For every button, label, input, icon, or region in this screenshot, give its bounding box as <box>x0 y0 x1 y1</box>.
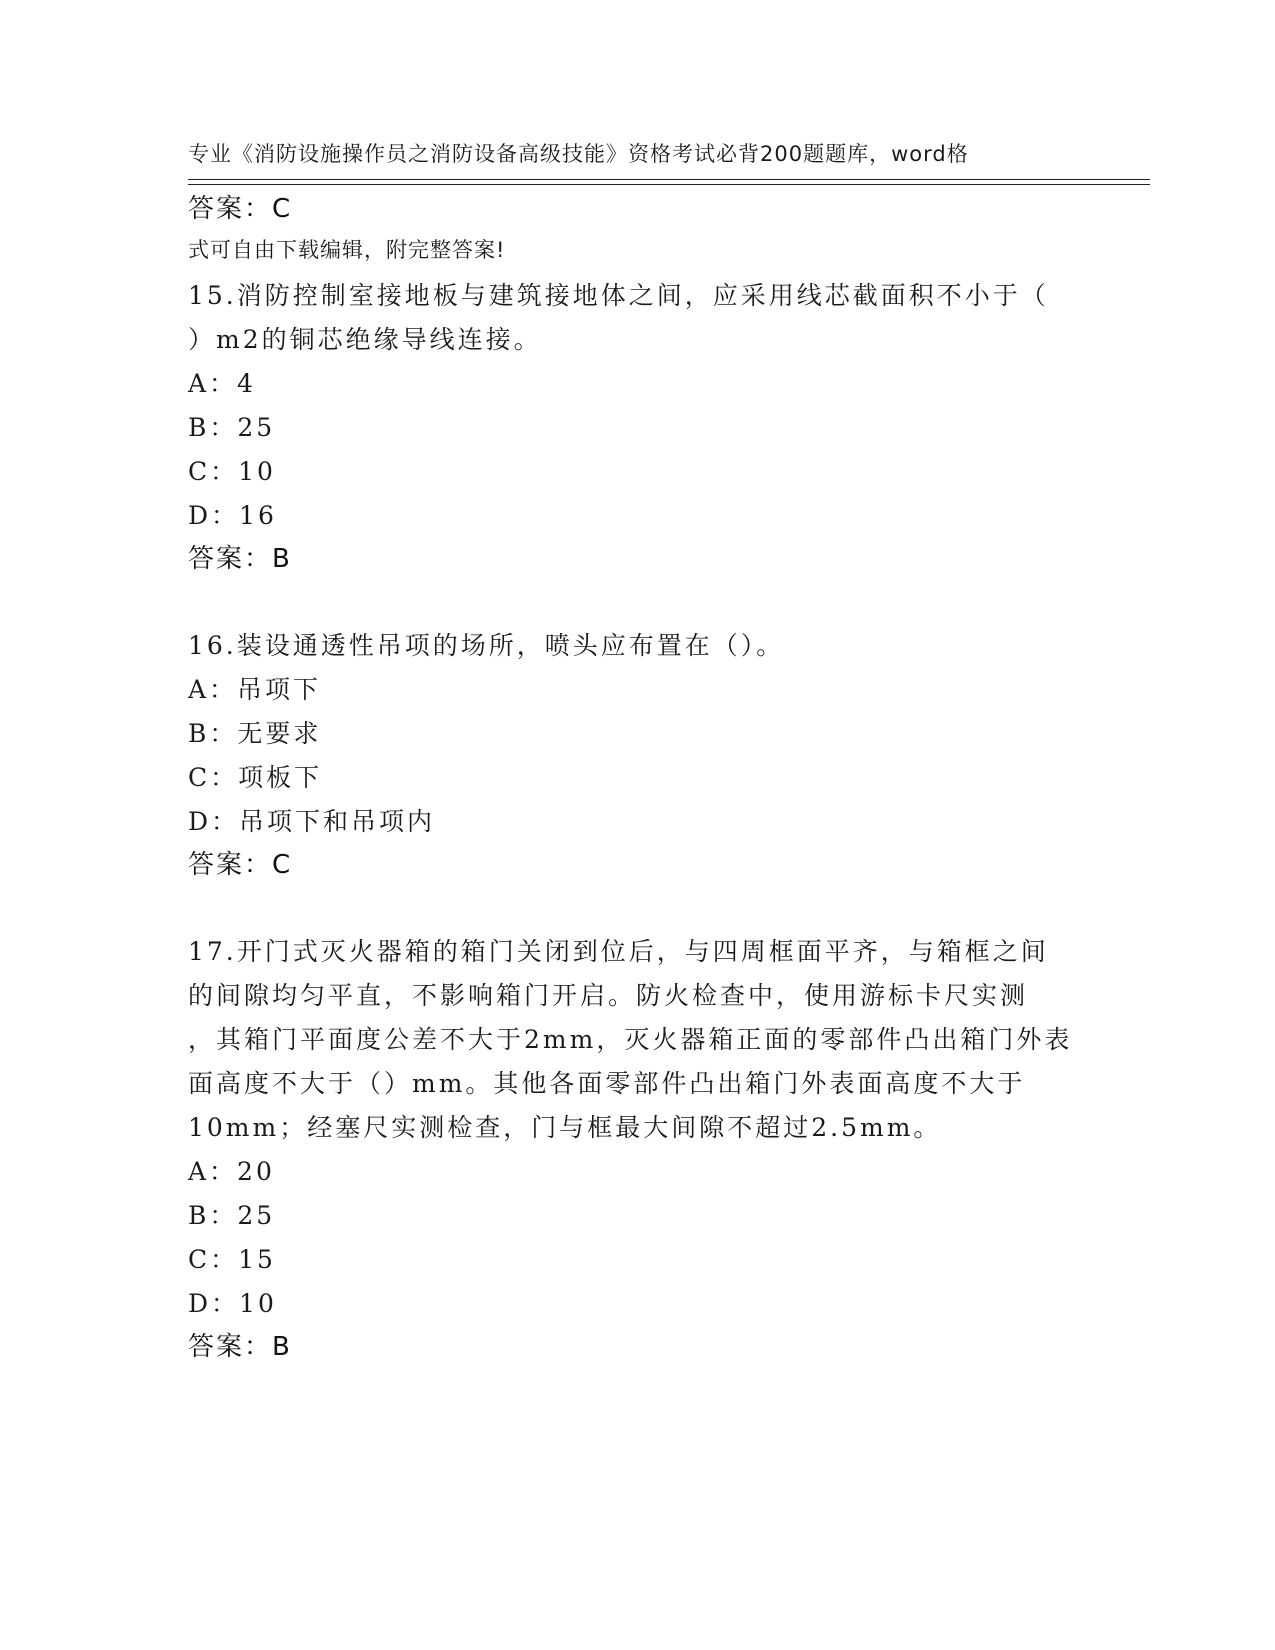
question-17-stem-line-5: 10mm；经塞尺实测检查，门与框最大间隙不超过2.5mm。 <box>188 1113 942 1142</box>
question-15-option-d: D：16 <box>188 501 277 530</box>
question-17-stem-line-1: 17.开门式灭火器箱的箱门关闭到位后，与四周框面平齐，与箱框之间 <box>188 937 1049 966</box>
header-line-1: 专业《消防设施操作员之消防设备高级技能》资格考试必背200题题库，word格 <box>188 142 969 166</box>
previous-answer: 答案：C <box>188 194 293 224</box>
question-17-stem-line-4: 面高度不大于（）mm。其他各面零部件凸出箱门外表面高度不大于 <box>188 1069 1026 1098</box>
question-16-answer: 答案：C <box>188 850 293 880</box>
question-16-stem-line-1: 16.装设通透性吊项的场所，喷头应布置在（）。 <box>188 631 785 660</box>
question-17-option-d: D：10 <box>188 1289 277 1318</box>
header-line-2: 式可自由下载编辑，附完整答案! <box>188 238 506 262</box>
question-17-option-b: B：25 <box>188 1201 276 1230</box>
header-divider-bottom <box>188 184 1150 185</box>
question-17-answer: 答案：B <box>188 1332 292 1362</box>
question-15-answer: 答案：B <box>188 544 292 574</box>
question-17-option-c: C：15 <box>188 1245 276 1274</box>
question-17-stem-line-3: ，其箱门平面度公差不大于2mm，灭火器箱正面的零部件凸出箱门外表 <box>188 1025 1073 1054</box>
question-17-stem-line-2: 的间隙均匀平直，不影响箱门开启。防火检查中，使用游标卡尺实测 <box>188 981 1029 1010</box>
question-15-option-c: C：10 <box>188 457 276 486</box>
question-17-option-a: A：20 <box>188 1157 275 1186</box>
question-15-stem-line-1: 15.消防控制室接地板与建筑接地体之间，应采用线芯截面积不小于（ <box>188 281 1049 310</box>
header-divider-top <box>188 179 1150 180</box>
question-15-stem-line-2: ）m2的铜芯绝缘导线连接。 <box>188 325 542 354</box>
question-15-option-b: B：25 <box>188 413 276 442</box>
question-15-option-a: A：4 <box>188 369 256 398</box>
question-16-option-a: A：吊项下 <box>188 675 322 704</box>
question-16-option-d: D：吊项下和吊项内 <box>188 807 436 836</box>
question-16-option-b: B：无要求 <box>188 719 322 748</box>
question-16-option-c: C：项板下 <box>188 763 323 792</box>
